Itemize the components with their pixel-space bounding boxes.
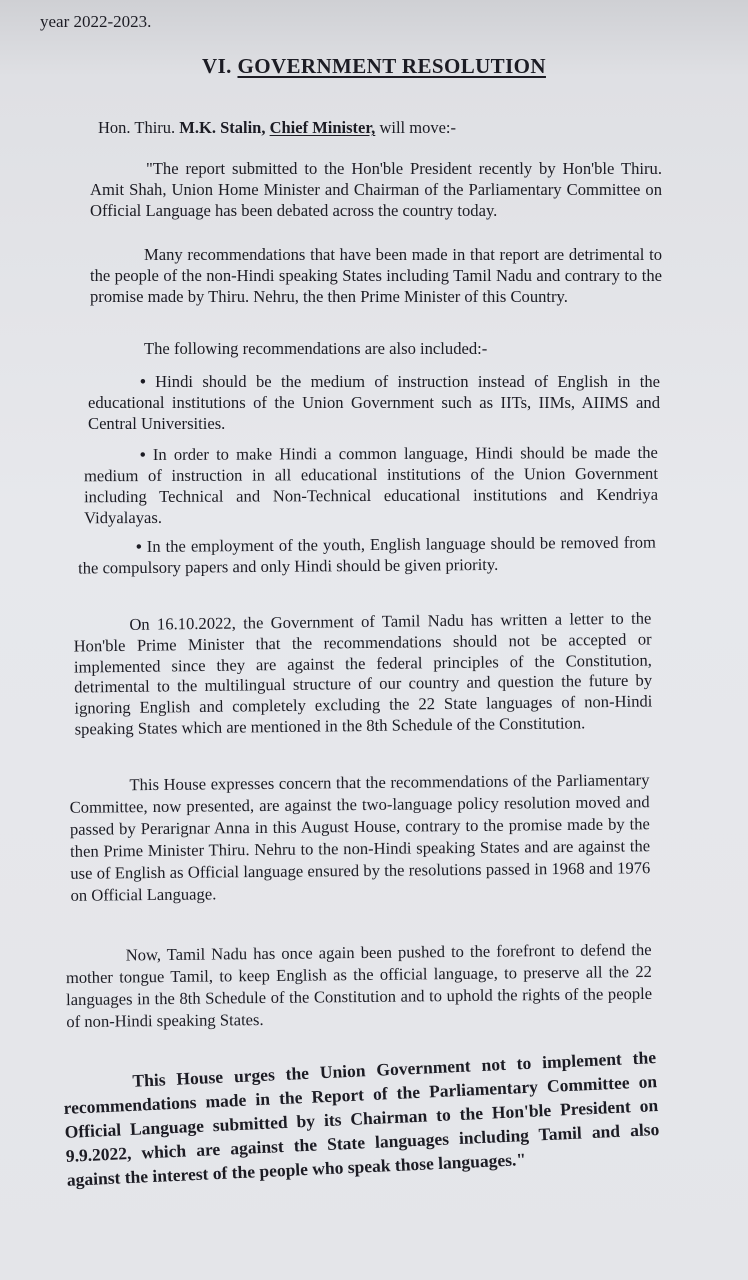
mover-prefix: Hon. Thiru.	[98, 118, 176, 137]
paragraph-urges: This House urges the Union Government not to implement the recommendations made in the Report of the Parliamentary Committee on Official Language submitted by its Chairman to the Hon'ble President on 9.9.2022, which are against the State languages including Tamil and also against the interest of the people who speak those languages."	[63, 1047, 660, 1190]
bullet-icon: •	[135, 536, 142, 557]
paragraph-forefront: Now, Tamil Nadu has once again been pushed to the forefront to defend the mother tongue Tamil, to keep English as the official language, to preserve all the 22 languages in the 8th Schedule of the Constitution and to uphold the rights of the people of non-Hindi speaking States.	[65, 939, 653, 1032]
mover-suffix: will move:-	[379, 118, 456, 137]
mover-line	[98, 118, 456, 138]
bullet-icon: •	[140, 372, 146, 391]
paragraph-following: The following recommendations are also included:-	[144, 339, 488, 358]
bullet-item-2	[84, 442, 658, 529]
section-number: VI.	[202, 54, 232, 78]
mover-role: Chief Minister,	[269, 118, 376, 137]
bullet-icon: •	[139, 444, 146, 465]
paragraph-report: "The report submitted to the Hon'ble President recently by Hon'ble Thiru. Amit Shah, Union Home Minister and Chairman of the Parliamentary Committee on Official Language has been debated across the country today.	[90, 159, 662, 220]
bullet-text-1: Hindi should be the medium of instruction instead of English in the educational institutions of the Union Government such as IITs, IIMs, AIIMS and Central Universities.	[88, 372, 660, 433]
section-title-text: GOVERNMENT RESOLUTION	[237, 54, 546, 78]
corner-text: year 2022-2023.	[40, 12, 152, 31]
paragraph-letter: On 16.10.2022, the Government of Tamil Nadu has written a letter to the Hon'ble Prime Minister that the recommendations should not be accepted or implemented since they are against the federal principles of the Constitution, detrimental to the multilingual structure of our country and question the future by ignoring English and completely excluding the 22 State languages of non-Hindi speaking States which are mentioned in the 8th Schedule of the Constitution.	[73, 608, 653, 739]
paragraph-recommendations: Many recommendations that have been made in that report are detrimental to the people of the non-Hindi speaking States including Tamil Nadu and contrary to the promise made by Thiru. Nehru, the then Prime Minister of this Country.	[90, 245, 662, 306]
bullet-text-3: In the employment of the youth, English language should be removed from the compulsory papers and only Hindi should be given priority.	[78, 532, 656, 578]
bullet-text-2: In order to make Hindi a common language, Hindi should be made the medium of instruction in all educational institutions of the Union Government including Technical and Non-Technical educational institutions and Kendriya Vidyalayas.	[83, 442, 659, 528]
bullet-item-1	[88, 371, 660, 434]
paragraph-concern: This House expresses concern that the recommendations of the Parliamentary Committee, now presented, are against the two-language policy resolution moved and passed by Perarignar Anna in this August House, contrary to the promise made by the then Prime Minister Thiru. Nehru to the non-Hindi speaking States and are against the use of English as Official language ensured by the resolutions passed in 1968 and 1976 on Official Language.	[69, 770, 651, 905]
mover-name: M.K. Stalin,	[179, 118, 266, 137]
section-title	[0, 54, 748, 79]
bullet-item-3	[78, 531, 656, 578]
